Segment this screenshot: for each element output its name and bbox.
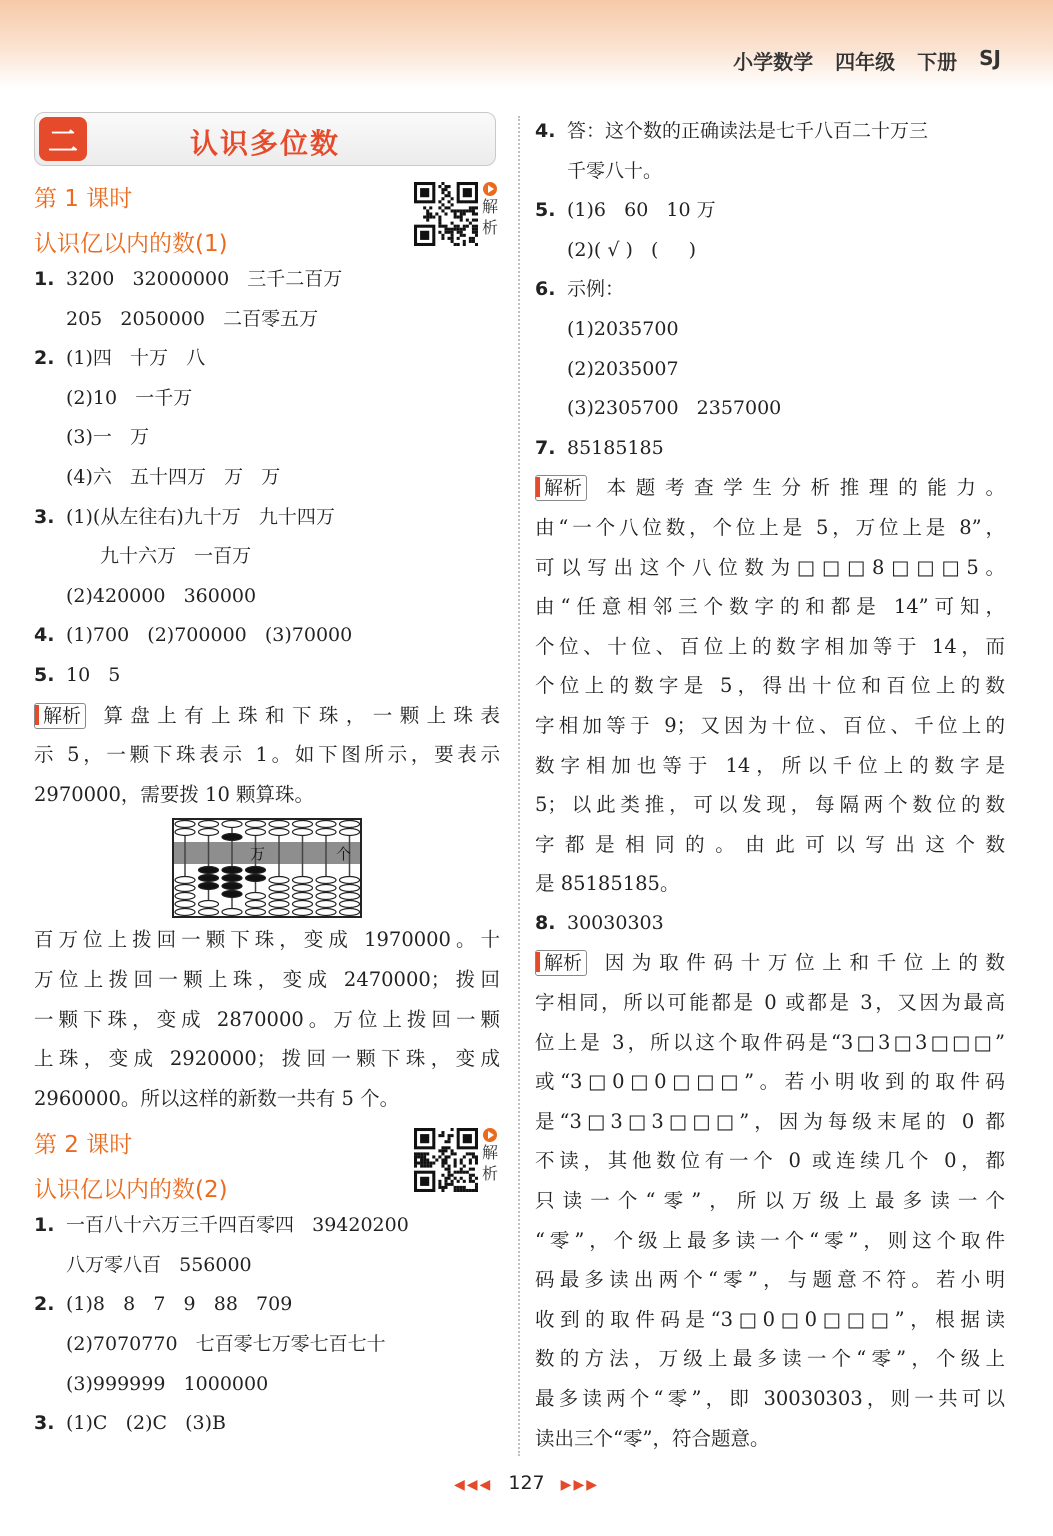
answer-line [535,389,1005,429]
answer-line [34,1404,500,1444]
analysis-tag: 解析 [535,475,587,501]
analysis-line: 收到的取件码是“3□0□0□□□”，根据读 [535,1307,1005,1331]
question-number: 3. [34,505,55,528]
analysis-line: 可以写出这个八位数为□□□8□□□5。 [535,555,1005,579]
question-number: 1. [34,268,55,290]
analysis-line: 只读一个“零”，所以万级上最多读一个 [535,1189,1005,1213]
play-icon [483,1128,497,1142]
answer-line [34,339,500,379]
abacus-label-wan: 万 [250,845,266,864]
answer-line [34,537,500,577]
answer-text: (3)999999 1000000 [66,1372,269,1395]
answer-text: 九十六万 一百万 [100,545,252,568]
answer-text: 示例： [567,278,625,301]
answer-text: (1)2035700 [567,317,679,340]
analysis-line: 解析 本题考查学生分析推理的能力。 [535,468,1005,508]
play-icon [483,182,497,196]
analysis-line: 示 5，一颗下珠表示 1。如下图所示，要表示 [34,743,500,767]
lesson-1-analysis-cont [34,920,500,1118]
analysis-line: 或“3□0□0□□□”。若小明收到的取件码 [535,1070,1005,1094]
abacus-figure [34,818,500,918]
answer-text: (1)700 (2)700000 (3)70000 [66,624,353,647]
answer-line [34,300,500,340]
answer-line [34,1246,500,1286]
analysis-line: 由“一个八位数，个位上是 5，万位上是 8”， [535,515,1005,539]
answer-line [34,1206,500,1246]
lesson-subtitle: 认识亿以内的数(1) [34,231,228,257]
qr-code-icon[interactable] [414,182,478,246]
answer-line: 8. 30030303 [535,904,1005,944]
header-tags [733,46,1001,75]
answer-text: 八万零八百 556000 [66,1253,252,1276]
header-tag: 小学数学 [733,50,814,74]
answer-line [535,112,1005,152]
analysis-paragraph: 解析 算盘上有上珠和下珠，一颗上珠表 [34,696,500,736]
header-tag: SJ [979,46,1001,70]
analysis-line: 一颗下珠，变成 2870000。万位上拨回一颗 [34,1007,500,1031]
answer-text: 10 5 [66,663,121,686]
analysis-line: 万位上拨回一颗上珠，变成 2470000；拨回 [34,967,500,991]
answer-line [34,418,500,458]
answer-line [535,429,1005,469]
analysis-line: 由“任意相邻三个数字的和都是 14”可知， [535,595,1005,619]
answer-line [535,191,1005,231]
answer-line [535,310,1005,350]
analysis-line: 百万位上拨回一颗下珠，变成 1970000。十 [34,928,500,952]
right-answers [535,112,1005,468]
right-column [535,112,1005,1458]
analysis-line: 不读，其他数位有一个 0 或连续几个 0，都 [535,1149,1005,1173]
question-number: 5. [34,663,55,686]
abacus-label-ge: 个 [336,845,352,864]
analysis-line: 字相同，所以可能都是 0 或都是 3，又因为最高 [535,991,1005,1015]
question-number: 8. [535,911,556,934]
answer-text: (3)2305700 2357000 [567,397,782,420]
question-number: 2. [34,1293,55,1316]
answer-text: (1)8 8 7 9 88 709 [66,1293,293,1316]
answer-line [34,379,500,419]
analysis-line: 数字相加也等于 14，所以千位上的数字是 [535,753,1005,777]
answer-text: (1)C (2)C (3)B [66,1412,227,1435]
analysis-line: 解析 因为取件码十万位上和千位上的数 [535,943,1005,983]
analysis-line: 2960000。所以这样的新数一共有 5 个。 [34,1086,400,1110]
lesson-subtitle: 认识亿以内的数(2) [34,1177,228,1204]
answer-line [34,1365,500,1405]
answer-text: 一百八十六万三千四百零四 39420200 [66,1214,409,1237]
answer-text: 千零八十。 [567,159,663,182]
analysis-8 [535,943,1005,1458]
question-number: 6. [535,278,556,301]
unit-title: 认识多位数 [189,127,340,160]
answer-text: (1)(从左往右)九十万 九十四万 [66,505,335,528]
analysis-tag: 解析 [535,950,587,976]
analysis-line: 最多读两个“零”，即 30030303，则一共可以 [535,1387,1005,1410]
next-arrows-icon: ▶▶▶ [560,1477,599,1493]
lesson-1-answers [34,260,500,696]
answer-line [34,1325,500,1365]
analysis-line: 读出三个“零”，符合题意。 [535,1426,770,1450]
lesson-title: 第 2 课时 [34,1132,133,1159]
lesson-1-header [34,180,500,260]
question-number: 2. [34,347,55,370]
question-number: 5. [535,199,556,222]
answer-line [535,350,1005,390]
analysis-line: 位上是 3，所以这个取件码是“3□3□3□□□” [535,1030,1005,1054]
answer-line [34,260,500,300]
analysis-line: 是 85185185。 [535,872,680,896]
analysis-7 [535,468,1005,904]
answer-text: (2)7070770 七百零七万零七百七十 [66,1333,386,1356]
abacus-diagram [172,818,362,918]
prev-arrows-icon: ◀◀◀ [454,1477,493,1493]
unit-banner [34,112,496,166]
question-number: 4. [535,120,556,142]
answer-line [535,231,1005,271]
answer-text: (2)420000 360000 [66,584,257,607]
analysis-line: 字相加等于 9；又因为十位、百位、千位上的 [535,713,1005,737]
answer-text: (4)六 五十四万 万 万 [66,465,281,488]
answer-text: 答：这个数的正确读法是七千八百二十万三 [567,120,929,142]
analysis-tag: 解析 [34,703,86,729]
lesson-title: 第 1 课时 [34,186,133,212]
question-number: 7. [535,436,556,459]
qr-label: 解 析 [480,182,500,238]
unit-badge: 二 [39,117,87,161]
lesson-2-answers [34,1206,500,1444]
analysis-line: 字都是相同的。由此可以写出这个数 [535,832,1005,856]
analysis-line: 码最多读出两个“零”，与题意不符。若小明 [535,1268,1005,1292]
analysis-line: 数的方法，万级上最多读一个“零”，个级上 [535,1347,1005,1371]
analysis-line: “零”，个级上最多读一个“零”，则这个取件 [535,1228,1005,1252]
left-column [34,112,500,1444]
answer-text: 205 2050000 二百零五万 [66,307,319,330]
answer-line [535,270,1005,310]
analysis-line: 是“3□3□3□□□”，因为每级末尾的 0 都 [535,1109,1005,1133]
header-tag: 四年级 [835,50,896,74]
answer-line [34,616,500,656]
analysis-line: 5；以此类推，可以发现，每隔两个数位的数 [535,793,1005,817]
page-number: 127 [508,1472,545,1494]
answer-line [535,152,1005,192]
answer-text: 85185185 [567,436,664,459]
answer-text: (2)10 一千万 [66,386,193,409]
analysis-line: 上珠，变成 2920000；拨回一颗下珠，变成 [34,1047,500,1071]
answer-text: (2)( √ ) ( ) [567,238,697,261]
analysis-line: 个位上的数字是 5，得出十位和百位上的数 [535,674,1005,698]
answer-text: (2)2035007 [567,357,679,380]
lesson-2-header [34,1126,500,1206]
answer-text: (1)四 十万 八 [66,347,206,370]
answer-line [34,1285,500,1325]
answer-text: (1)6 60 10 万 [567,199,716,222]
answer-line [34,577,500,617]
qr-code-icon[interactable] [414,1128,478,1192]
answer-text: (3)一 万 [66,426,150,449]
answer-line [34,656,500,696]
question-number: 3. [34,1412,55,1435]
answer-line [34,458,500,498]
analysis-line: 2970000，需要拨 10 颗算珠。 [34,782,315,806]
analysis-line: 个位、十位、百位上的数字相加等于 14，而 [535,634,1005,658]
answer-text: 3200 32000000 三千二百万 [66,268,343,290]
column-divider [518,116,520,1456]
qr-label: 解 析 [480,1128,500,1184]
page-footer [0,1472,1053,1494]
header-tag: 下册 [917,50,958,74]
answer-line [34,498,500,538]
question-number: 4. [34,624,55,647]
question-number: 1. [34,1214,55,1237]
